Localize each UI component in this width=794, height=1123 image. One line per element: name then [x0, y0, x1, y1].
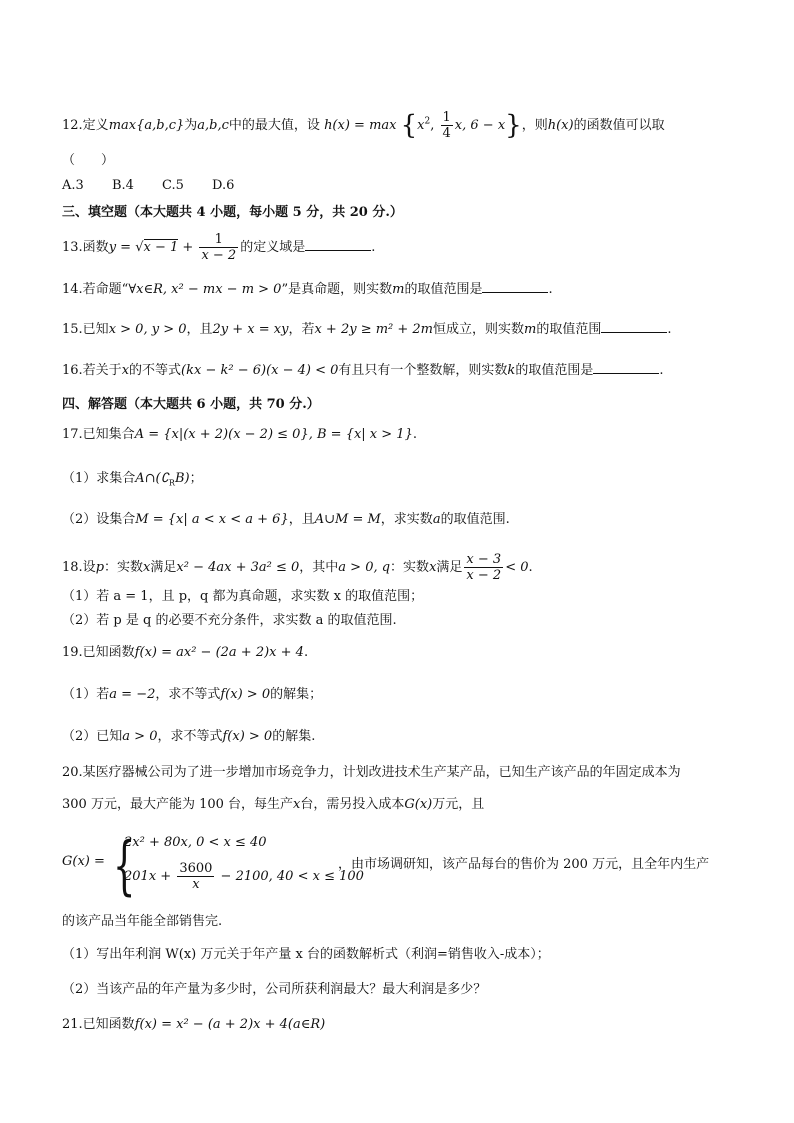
q17-p2-t2: ，求实数: [380, 512, 433, 527]
q12-t4: 的函数值可以取: [573, 118, 665, 133]
q12-abc: a,b,c: [197, 118, 229, 133]
q21-prefix: 21.已知函数: [62, 1017, 135, 1032]
q16-t3: 的取值范围是: [515, 363, 594, 378]
q12-option-c: C.5: [162, 178, 184, 193]
q12-t1: 为: [184, 118, 198, 133]
q18-t5: 满足: [436, 560, 463, 575]
q18-x2: x: [429, 560, 437, 575]
q20-case2-frac: [177, 861, 214, 892]
q17-p2-e1: M = {x| a < x < a + 6}: [135, 512, 289, 527]
q17-p1-end: ；: [189, 471, 203, 486]
q19-p1-e1: a = −2: [109, 687, 156, 702]
q20-line2-b: 台，需另投入成本: [300, 797, 405, 812]
q17-p2-pre: （2）设集合: [62, 512, 136, 527]
q17-p2-t1: ，且: [288, 512, 315, 527]
q18-e2: a > 0, q: [338, 560, 391, 575]
section-3-title: 三、填空题（本大题共 4 小题，每小题 5 分，共 20 分.）: [62, 205, 403, 220]
q19-p2-e1: a > 0: [122, 729, 158, 744]
q17-p1-e2: B): [174, 471, 190, 486]
q16-k: k: [507, 363, 516, 378]
q12-t3: ，则: [521, 118, 548, 133]
q18-frac: [464, 552, 503, 583]
q18-part1: （1）若 a = 1，且 p，q 都为真命题，求实数 x 的取值范围；: [62, 589, 424, 604]
q20-case2-num: 3600: [179, 861, 213, 876]
q12-options: [62, 177, 262, 195]
q20-case2-b: − 2100, 40 < x ≤ 100: [216, 869, 364, 884]
q12-frac-num: 1: [442, 110, 451, 125]
q18-t2: 满足: [150, 560, 177, 575]
q12-brace-open: {: [400, 110, 418, 141]
q17-p2-a: a: [432, 512, 441, 527]
q12-option-b: B.4: [112, 178, 134, 193]
q14-t1: ”是真命题，则实数: [281, 282, 393, 297]
q19-prefix: 19.已知函数: [62, 645, 135, 660]
q18-frac-den: x − 2: [466, 568, 502, 583]
q16-x: x: [121, 363, 130, 378]
q14-blank: [482, 280, 548, 293]
q17-p1-e: A∩(∁: [135, 471, 169, 486]
q18-lt: < 0: [505, 560, 529, 575]
q19-p2-pre: （2）已知: [62, 729, 123, 744]
q20-case2-a: 201x +: [124, 869, 176, 884]
q15-t2: ，若: [288, 322, 315, 337]
q15-m: m: [524, 322, 537, 337]
q18-prefix: 18.设: [62, 560, 96, 575]
q20-case2: [124, 861, 364, 892]
q17-prefix: 17.已知集合: [62, 427, 135, 442]
q16-t1: 的不等式: [129, 363, 182, 378]
q15-e2: 2y + x = xy: [212, 322, 289, 337]
q20-case1: 2x² + 80x, 0 < x ≤ 40: [124, 835, 267, 850]
q12-hx2: h(x): [547, 118, 574, 133]
q13-prefix: 13.函数: [62, 240, 109, 255]
q15-t4: 的取值范围: [536, 322, 602, 337]
q14-line: [62, 280, 553, 299]
q18-p: p: [95, 560, 105, 575]
q15-e3: x + 2y ≥ m² + 2m: [314, 322, 434, 337]
q14-t2: 的取值范围是: [404, 282, 483, 297]
q20-line2-x: x: [293, 797, 301, 812]
q18-part2: （2）若 p 是 q 的必要不充分条件，求实数 a 的取值范围.: [62, 613, 397, 628]
q20-piecewise-brace: {: [113, 829, 136, 903]
q18-t4: ：实数: [390, 560, 430, 575]
q12-x2: x: [417, 118, 425, 133]
q20-part2: （2）当该产品的年产量为多少时，公司所获利润最大？最大利润是多少？: [62, 982, 487, 997]
q13-frac-num: 1: [214, 232, 223, 247]
q15-t3: 恒成立，则实数: [433, 322, 525, 337]
q15-line: [62, 320, 672, 339]
q12-t2: 中的最大值，设: [228, 118, 320, 133]
q15-e1: x > 0, y > 0: [108, 322, 187, 337]
q13-sqrt: x − 1: [143, 240, 179, 255]
q20-line2-g: G(x): [404, 797, 433, 812]
q17-end: .: [412, 427, 417, 442]
q17-part1: [62, 470, 203, 493]
q15-prefix: 15.已知: [62, 322, 109, 337]
q13-frac-den: x − 2: [201, 248, 237, 263]
q17-p2-e2: A∪M = M: [314, 512, 381, 527]
q20-after: ，由市场调研知，该产品每台的售价为 200 万元，且全年内生产: [338, 857, 710, 872]
q14-expr: ∀x∈R, x² − mx − m > 0: [128, 282, 282, 297]
q17-e1: A = {x|(x + 2)(x − 2) ≤ 0}, B = {x| x > 1}: [134, 427, 413, 442]
q19-e1: f(x) = ax² − (2a + 2)x + 4: [134, 645, 304, 660]
q20-case2-den: x: [177, 876, 214, 892]
q17-p1-pre: （1）求集合: [62, 471, 136, 486]
q20-line1: 20.某医疗器械公司为了进一步增加市场竞争力，计划改进技术生产某产品，已知生产该产品的年固定成本为: [62, 765, 681, 780]
q13-blank: [305, 238, 371, 251]
q12-frac: [441, 110, 453, 141]
q18-x: x: [143, 560, 151, 575]
q12-frac-den: 4: [442, 126, 451, 141]
q14-end: .: [548, 282, 553, 297]
q19-p1-t2: 的解集；: [270, 687, 323, 702]
q19-p2-t2: 的解集.: [272, 729, 316, 744]
q18-end: .: [528, 560, 533, 575]
q12-line: 12.定义max{a,b,c}为a,b,c中的最大值，设 $h(x) = \max \{x^2$, $\frac{1}{4}$ x, 6 − x}，则h(x)的函数值可以取: [62, 110, 665, 141]
q20-line4: 的该产品当年能全部销售完.: [62, 914, 223, 929]
q18-t1: ：实数: [104, 560, 144, 575]
q16-end: .: [659, 363, 664, 378]
q12-sup: 2: [424, 116, 431, 127]
q18-line: [62, 552, 533, 583]
q14-prefix: 14.若命题“: [62, 282, 129, 297]
q19-p1-t1: ，求不等式: [155, 687, 221, 702]
q15-t1: ，且: [186, 322, 213, 337]
q13-y: y =: [108, 240, 136, 255]
q12-option-a: A.3: [62, 178, 84, 193]
q19-p2-t1: ，求不等式: [157, 729, 223, 744]
q12-brace-close: }: [505, 110, 522, 141]
q12-option-d: D.6: [212, 178, 235, 193]
q20-gx: G(x) =: [62, 854, 105, 869]
q16-t2: 有且只有一个整数解，则实数: [338, 363, 508, 378]
q19-part1: [62, 686, 322, 704]
q19-p1-pre: （1）若: [62, 687, 110, 702]
q13-end: .: [371, 240, 376, 255]
q17-p2-t3: 的取值范围.: [440, 512, 510, 527]
q13-line: 13.函数y = √x − 1 + $\frac{1}{x - 2}$ 的定义域是 .: [62, 232, 376, 263]
q15-blank: [601, 320, 667, 333]
q12-paren: （ ）: [62, 153, 115, 168]
q12-hx: h(x) = max: [324, 118, 397, 133]
q19-end: .: [303, 645, 309, 660]
q14-m: m: [392, 282, 405, 297]
q18-t3: ，其中: [299, 560, 339, 575]
q20-line2-a: 300 万元，最大产能为 100 台，每生产: [62, 797, 294, 812]
q17-p1-sub: R: [168, 478, 175, 488]
q16-e1: (kx − k² − 6)(x − 4) < 0: [181, 363, 339, 378]
q21-line: [62, 1016, 325, 1034]
q18-frac-num: x − 3: [466, 552, 502, 567]
q16-prefix: 16.若关于: [62, 363, 122, 378]
q12-max: max{a,b,c}: [108, 118, 185, 133]
q20-part1: （1）写出年利润 W(x) 万元关于年产量 x 台的函数解析式（利润=销售收入-成本）；: [62, 947, 550, 962]
q16-blank: [593, 361, 659, 374]
q12-rest: x, 6 − x: [454, 118, 506, 133]
q17-part2: [62, 511, 510, 529]
q16-line: [62, 361, 663, 380]
q19-part2: [62, 728, 315, 746]
q12-prefix: 12.定义: [62, 118, 109, 133]
section-4-title: 四、解答题（本大题共 6 小题，共 70 分.）: [62, 397, 320, 412]
q19-p2-e2: f(x) > 0: [222, 729, 273, 744]
q13-plus: +: [178, 240, 198, 255]
q13-frac: [199, 232, 238, 263]
q18-e1: x² − 4ax + 3a² ≤ 0: [176, 560, 300, 575]
q15-end: .: [667, 322, 672, 337]
q19-line: [62, 644, 308, 662]
q20-line2: [62, 796, 484, 814]
q17-line: [62, 426, 417, 444]
q21-e1: f(x) = x² − (a + 2)x + 4(a∈R): [134, 1017, 326, 1032]
q19-p1-e2: f(x) > 0: [220, 687, 271, 702]
q20-line2-c: 万元，且: [432, 797, 485, 812]
q13-t1: 的定义域是: [240, 240, 306, 255]
